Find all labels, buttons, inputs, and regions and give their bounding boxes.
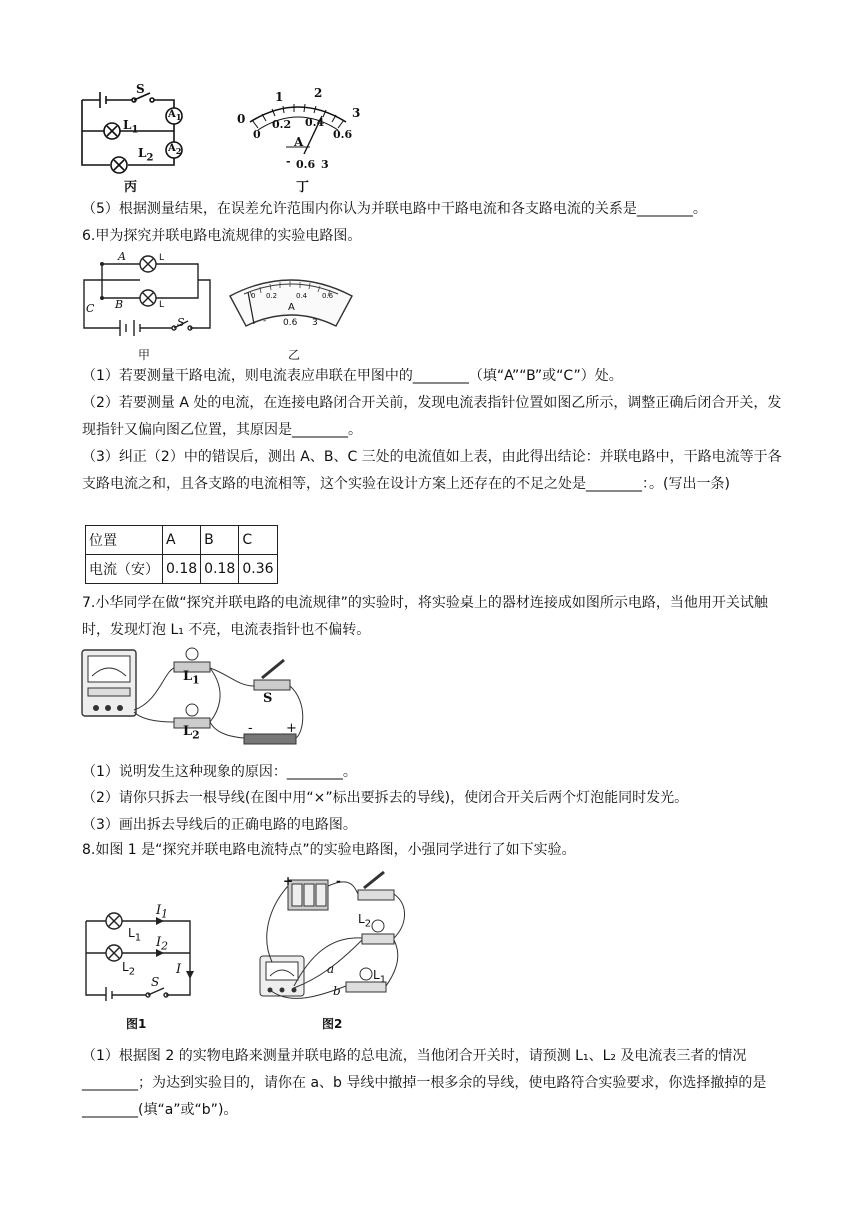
question-6-stem: 6.甲为探究并联电路电流规律的实验电路图。 (82, 228, 362, 244)
question-7-stem: 7.小华同学在做“探究并联电路的电流规律”的实验时，将实验桌上的器材连接成如图所示电路，当他用开关试触时，发现灯泡 L₁ 不亮，电流表指针也不偏转。 (82, 595, 768, 638)
table-cell: B (201, 526, 239, 555)
ammeter-a2-label: $A_2$ (168, 143, 182, 156)
lamp-l1-label: $L_1$ (128, 926, 142, 944)
figure-caption-fig2: 图2 (322, 1017, 343, 1031)
lamp-l1-label: L (159, 253, 165, 263)
lamp-l2-label: $L_2$ (358, 912, 372, 930)
lamp-l1-label: $L_1$ (123, 118, 139, 136)
question-7-part-2: （2）请你只拆去一根导线(在图中用“×”标出要拆去的导线)，使闭合开关后两个灯泡能同时发光。 (82, 790, 689, 806)
current-label-i: I (176, 962, 182, 977)
table-row (86, 526, 278, 555)
node-label-a: A (118, 250, 126, 263)
wire-label-b: b (333, 984, 341, 998)
dial-bottom-tick-2: 0.4 (305, 116, 325, 129)
lamp-l2-label: $L_2$ (183, 724, 200, 742)
question-6-part-1: （1）若要测量干路电流，则电流表应串联在甲图中的________（填“A”“B”或“C”）处。 (82, 368, 623, 384)
lamp-l1-label: $L_1$ (183, 669, 200, 687)
question-8-part-1: （1）根据图 2 的实物电路来测量并联电路的总电流，当他闭合开关时，请预测 L₁、L₂ 及电流表三者的情况________；为达到实验目的，请你在 a、b 导线中撤掉一根多余的导线，使电路符合实验要求，你选择撤掉的是________(填“a”或“b”)。 (82, 1048, 767, 1118)
figure-caption-bing: 丙 (124, 180, 138, 195)
dial-bottom-tick-0: 0 (253, 128, 261, 141)
circuit-diagram-jia (80, 250, 220, 358)
figure-caption-ding: 丁 (296, 180, 310, 195)
dial-tick-0-4: 0.4 (296, 292, 308, 300)
dial-unit: A (294, 135, 304, 149)
node-label-b: B (115, 298, 124, 311)
dial-bottom-tick-1: 0.2 (272, 118, 292, 131)
terminal-minus: - (286, 155, 291, 168)
question-6-part-2: （2）若要测量 A 处的电流，在连接电路闭合开关前，发现电流表指针位置如图乙所示，调整正确后闭合开关，发现指针又偏向图乙位置，其原因是________。 (82, 395, 782, 438)
battery-plus-label: + (286, 721, 297, 736)
dial-unit: A (288, 302, 295, 313)
lamp-l1-label: $L_1$ (373, 968, 387, 986)
dial-top-tick-1: 1 (275, 90, 284, 104)
question-6-part-3: （3）纠正（2）中的错误后，测出 A、B、C 三处的电流值如上表，由此得出结论：并联电路中，干路电流等于各支路电流之和，且各支路的电流相等，这个实验在设计方案上还存在的不足之处是________：。(写出一条) (82, 449, 782, 492)
table-cell: 电流（安） (86, 555, 163, 584)
node-label-c: C (86, 302, 95, 315)
dial-top-tick-3: 3 (352, 106, 361, 120)
table-cell: 位置 (86, 526, 163, 555)
terminal-3: 3 (312, 318, 318, 328)
table-cell: A (163, 526, 201, 555)
dial-tick-0-6: 0.6 (322, 292, 334, 300)
question-8-stem: 8.如图 1 是“探究并联电路电流特点”的实验电路图，小强同学进行了如下实验。 (82, 842, 576, 858)
switch-label: S (136, 82, 145, 96)
dial-tick-0: 0 (251, 292, 256, 300)
lamp-l2-label: $L_2$ (138, 146, 154, 164)
battery-minus-label: - (248, 721, 253, 736)
current-table (85, 525, 278, 584)
dial-top-tick-0: 0 (237, 112, 246, 126)
terminal-minus: - (263, 316, 267, 326)
ammeter-a1-label: $A_1$ (168, 109, 182, 122)
terminal-0-6: 0.6 (296, 158, 316, 171)
table-cell: 0.36 (239, 555, 277, 584)
table-cell: 0.18 (163, 555, 201, 584)
switch-label: S (263, 691, 273, 706)
switch-label: S (177, 316, 185, 329)
current-label-i1: $I_1$ (156, 903, 169, 921)
terminal-3: 3 (321, 158, 329, 171)
terminal-0-6: 0.6 (283, 318, 298, 328)
table-cell: C (239, 526, 277, 555)
switch-label: S (151, 975, 160, 989)
lamp-l2-label: $L_2$ (122, 960, 136, 978)
battery-plus-label: + (283, 874, 294, 888)
question-7-part-3: （3）画出拆去导线后的正确电路的电路图。 (82, 817, 357, 833)
wire-label-a: a (327, 962, 335, 976)
dial-tick-0-2: 0.2 (266, 292, 278, 300)
figure-caption-jia: 甲 (138, 348, 151, 362)
question-7-part-1: （1）说明发生这种现象的原因：________。 (82, 764, 357, 780)
figure-caption-yi: 乙 (288, 348, 301, 362)
table-row (86, 555, 278, 584)
battery-minus-label: - (336, 874, 341, 888)
current-label-i2: $I_2$ (156, 935, 169, 953)
dial-bottom-tick-3: 0.6 (333, 128, 353, 141)
table-cell: 0.18 (201, 555, 239, 584)
circuit-diagram-fig1 (80, 905, 210, 1001)
figure-caption-fig1: 图1 (126, 1017, 147, 1031)
dial-top-tick-2: 2 (314, 86, 323, 100)
question-5-text: （5）根据测量结果，在误差允许范围内你认为并联电路中干路电流和各支路电流的关系是________。 (82, 201, 707, 217)
lamp-l2-label: L (159, 300, 165, 310)
